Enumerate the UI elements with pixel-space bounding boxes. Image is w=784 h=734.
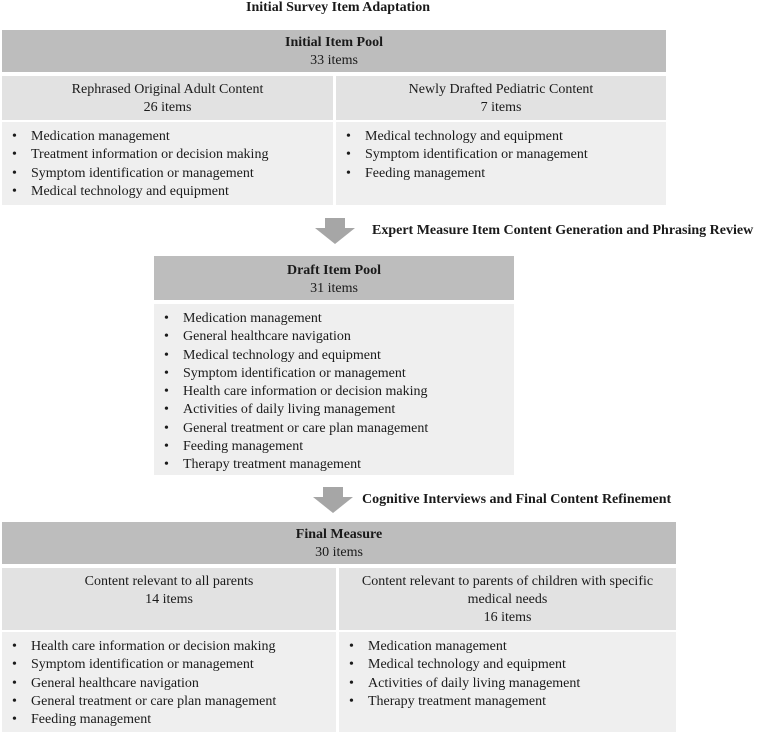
initial-pool-title: Initial Item Pool bbox=[285, 35, 383, 50]
list-item: • Symptom identification or management bbox=[336, 146, 666, 164]
list-item: • Activities of daily living management bbox=[339, 675, 676, 693]
list-item: • Feeding management bbox=[154, 438, 514, 456]
initial-right-title: Newly Drafted Pediatric Content bbox=[408, 82, 594, 97]
diagram-title: Initial Survey Item Adaptation bbox=[246, 0, 430, 15]
final-right-title-line1: Content relevant to parents of children with specific bbox=[361, 574, 654, 589]
list-item: • General treatment or care plan management bbox=[154, 420, 514, 438]
initial-left-count: 26 items bbox=[143, 100, 192, 115]
final-right-title-line2: medical needs bbox=[467, 592, 548, 607]
list-item: • Medical technology and equipment bbox=[339, 656, 676, 674]
list-item: • Medical technology and equipment bbox=[336, 128, 666, 146]
list-item: • Medical technology and equipment bbox=[154, 347, 514, 365]
initial-left-list bbox=[2, 122, 333, 205]
final-left-count: 14 items bbox=[145, 592, 193, 607]
initial-right-list bbox=[336, 122, 666, 205]
step-expert-review: Expert Measure Item Content Generation and Phrasing Review bbox=[372, 223, 754, 238]
draft-pool-header bbox=[154, 256, 514, 300]
initial-right-header bbox=[336, 76, 666, 120]
draft-pool-title: Draft Item Pool bbox=[286, 263, 382, 278]
final-left-header bbox=[2, 568, 336, 630]
list-item: • Therapy treatment management bbox=[154, 456, 514, 474]
initial-left-header bbox=[2, 76, 333, 120]
step-cognitive-interviews: Cognitive Interviews and Final Content Refinement bbox=[362, 492, 672, 507]
list-item: • Health care information or decision making bbox=[154, 383, 514, 401]
final-right-header bbox=[339, 568, 676, 630]
list-item: • Feeding management bbox=[336, 165, 666, 183]
draft-pool-list bbox=[154, 304, 514, 475]
list-item: • Medication management bbox=[339, 638, 676, 656]
list-item: • Medication management bbox=[154, 310, 514, 328]
list-item: • Activities of daily living management bbox=[154, 401, 514, 419]
initial-pool-count: 33 items bbox=[310, 53, 358, 68]
list-item: • Symptom identification or management bbox=[2, 656, 336, 674]
initial-pool-header bbox=[2, 30, 666, 72]
final-left-list bbox=[2, 632, 336, 732]
final-measure-count: 30 items bbox=[315, 545, 363, 560]
list-item: • Medical technology and equipment bbox=[2, 183, 333, 201]
initial-right-count: 7 items bbox=[480, 100, 522, 115]
final-measure-title: Final Measure bbox=[295, 527, 383, 542]
down-arrow-icon bbox=[315, 218, 355, 244]
draft-pool-count: 31 items bbox=[310, 281, 358, 296]
list-item: • Symptom identification or management bbox=[2, 165, 333, 183]
list-item: • Medication management bbox=[2, 128, 333, 146]
down-arrow-icon bbox=[313, 487, 353, 513]
list-item: • Feeding management bbox=[2, 711, 336, 729]
list-item: • Therapy treatment management bbox=[339, 693, 676, 711]
initial-left-title: Rephrased Original Adult Content bbox=[71, 82, 264, 97]
list-item: • General healthcare navigation bbox=[154, 328, 514, 346]
list-item: • Symptom identification or management bbox=[154, 365, 514, 383]
list-item: • General treatment or care plan management bbox=[2, 693, 336, 711]
final-right-count: 16 items bbox=[483, 610, 532, 625]
final-right-list bbox=[339, 632, 676, 732]
list-item: • General healthcare navigation bbox=[2, 675, 336, 693]
list-item: • Treatment information or decision making bbox=[2, 146, 333, 164]
final-measure-header bbox=[2, 522, 676, 564]
list-item: • Health care information or decision making bbox=[2, 638, 336, 656]
final-left-title: Content relevant to all parents bbox=[84, 574, 254, 589]
